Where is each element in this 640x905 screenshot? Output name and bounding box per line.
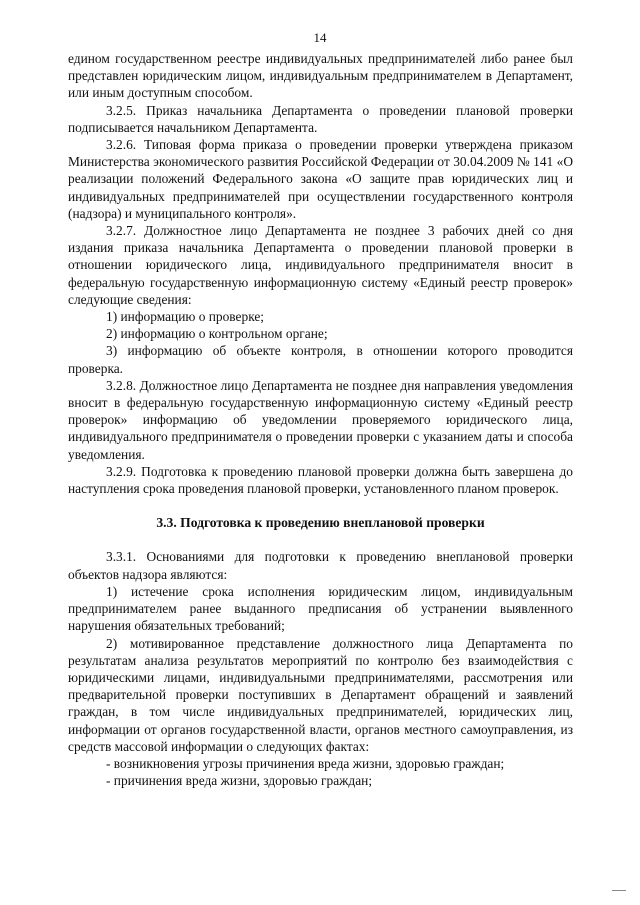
paragraph: 3.2.9. Подготовка к проведению плановой проверки должна быть завершена до наступления срока проведения плановой проверки, установленного планом проверок. bbox=[68, 463, 573, 497]
paragraph: 3.2.5. Приказ начальника Департамента о проведении плановой проверки подписывается начальником Департамента. bbox=[68, 102, 573, 135]
list-item: 3) информацию об объекте контроля, в отношении которого проводится проверка. bbox=[68, 343, 573, 376]
document-body bbox=[68, 50, 573, 789]
paragraph: едином государственном реестре индивидуальных предпринимателей либо ранее был представлен юридическим лицом, индивидуальным предпринимателем в Департамент, или иным доступным способом. bbox=[68, 51, 573, 101]
list-item: - причинения вреда жизни, здоровью граждан; bbox=[106, 773, 373, 789]
list-item: 1) информацию о проверке; bbox=[106, 309, 265, 325]
section-heading: 3.3. Подготовка к проведению внеплановой проверки bbox=[156, 515, 485, 531]
list-item: - возникновения угрозы причинения вреда жизни, здоровью граждан; bbox=[106, 755, 505, 771]
paragraph: 3.3.1. Основаниями для подготовки к проведению внеплановой проверки объектов надзора являются: bbox=[68, 549, 573, 582]
paragraph: 3.2.8. Должностное лицо Департамента не позднее дня направления уведомления вносит в федеральную государственную информационную систему «Единый реестр проверок» информацию об уведомлении проверяемого юридического лица, индивидуального предпринимателя о проведении проверки с указанием даты и способа уведомления. bbox=[68, 377, 573, 462]
list-item: 2) мотивированное представление должностного лица Департамента по результатам анализа результатов мероприятий по контролю без взаимодействия с юридическими лицами, индивидуальными предпринимателями, рассмотрения или предварительной проверки поступивших в Департамент обращений и заявлений граждан, в том числе индивидуальных предпринимателей, юридических лиц, информации от органов государственной власти, органов местного самоуправления, из средств массовой информации о следующих фактах: bbox=[68, 635, 573, 754]
list-item: 1) истечение срока исполнения юридическим лицом, индивидуальным предпринимателем ранее выданного предписания об устранении выявленного нарушения обязательных требований; bbox=[68, 583, 573, 634]
paragraph: 3.2.6. Типовая форма приказа о проведении проверки утверждена приказом Министерства экономического развития Российской Федерации от 30.04.2009 № 141 «О реализации положений Федерального закона «О защите прав юридических лиц и индивидуальных предпринимателей при осуществлении государственного контроля (надзора) и муниципального контроля». bbox=[68, 137, 573, 221]
page-number: 14 bbox=[313, 30, 327, 45]
list-item: 2) информацию о контрольном органе; bbox=[106, 326, 328, 342]
scan-mark bbox=[612, 890, 626, 891]
paragraph: 3.2.7. Должностное лицо Департамента не позднее 3 рабочих дней со дня издания приказа начальника Департамента о проведении плановой проверки в отношении юридического лица, индивидуального предпринимателя вносит в федеральную государственную информационную систему «Единый реестр проверок» следующие сведения: bbox=[68, 223, 573, 307]
